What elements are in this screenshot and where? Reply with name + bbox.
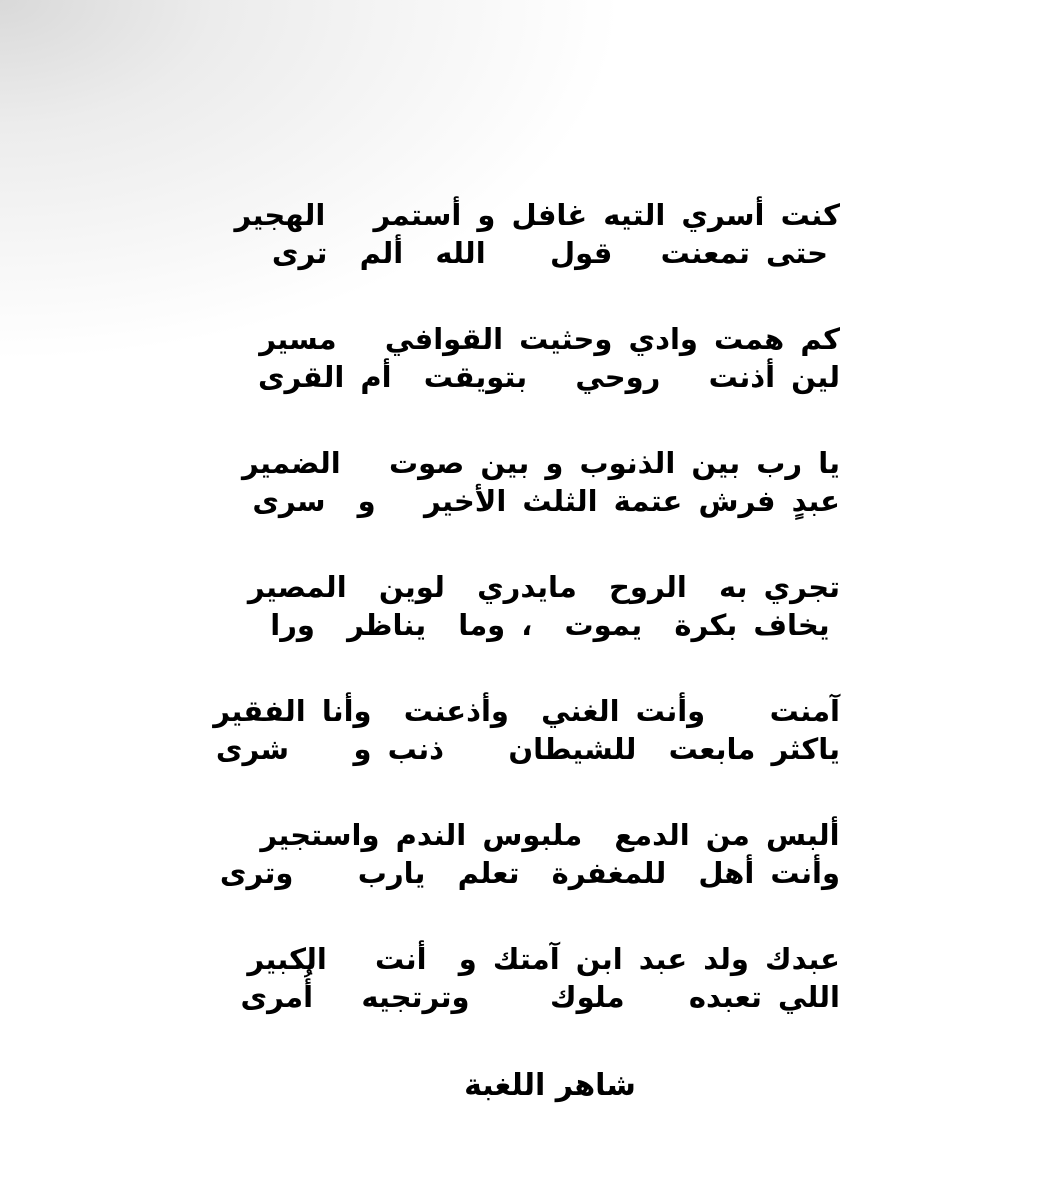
verse-line: يا رب بين الذنوب و بين صوت الضمير	[241, 446, 840, 480]
stanza-6	[219, 816, 840, 892]
verse-line: وأنت أهل للمغفرة تعلم يارب وترى	[219, 856, 840, 890]
verse-line: عبدٍ فرش عتمة الثلث الأخير و سرى	[252, 484, 840, 518]
verse-line: آمنت وأنت الغني وأذعنت وأنا الفقير	[213, 694, 840, 728]
verse-line: عبدك ولد عبد ابن آمتك و أنت الكبير	[247, 942, 840, 976]
verse-line: كنت أسري التيه غافل و أستمر الهجير	[234, 198, 840, 232]
verse-line: تجري به الروح مايدري لوين المصير	[247, 570, 840, 604]
verse-line: ياكثر مابعت للشيطان ذنب و شرى	[215, 732, 840, 766]
stanza-5	[213, 692, 840, 768]
verse-line: كم همت وادي وحثيت القوافي مسير	[259, 322, 840, 356]
poem	[213, 196, 840, 1064]
stanza-1	[234, 196, 840, 272]
poet-signature: شاهر اللغبة	[464, 1068, 636, 1103]
stanza-7	[240, 940, 840, 1016]
stanza-2	[257, 320, 840, 396]
verse-line: لين أذنت روحي بتويقت أم القرى	[257, 360, 840, 394]
verse-line: اللي تعبده ملوك وترتجيه أُمرى	[240, 980, 840, 1014]
verse-line: حتى تمعنت قول الله ألم ترى	[271, 236, 829, 270]
verse-line: ألبس من الدمع ملبوس الندم واستجير	[260, 818, 840, 852]
stanza-4	[247, 568, 840, 644]
stanza-3	[241, 444, 840, 520]
verse-line: يخاف بكرة يموت ، وما يناظر ورا	[270, 608, 830, 642]
